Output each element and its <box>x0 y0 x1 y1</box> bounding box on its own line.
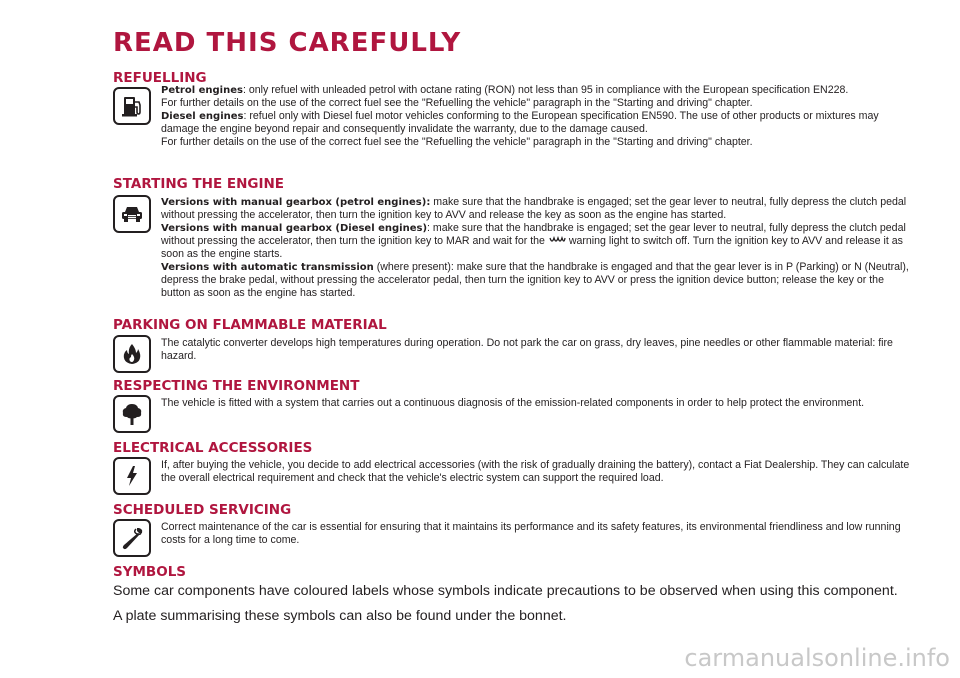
parking-text: The catalytic converter develops high temperatures during operation. Do not park the car on grass, dry leaves, pine needles or other flammable material: fire hazard. <box>161 337 893 362</box>
petrol-paragraph <box>161 84 913 97</box>
petrol-label: Petrol engines <box>161 85 243 96</box>
parking-heading: PARKING ON FLAMMABLE MATERIAL <box>113 317 387 333</box>
manual-petrol-paragraph <box>161 196 913 222</box>
electrical-body <box>161 459 913 485</box>
diesel-text: : refuel only with Diesel fuel motor vehicles conforming to the European specification EN590. The use of other products or mixtures may damage the engine beyond repair and consequently invalidate the warranty, due to the damage caused. <box>161 110 879 135</box>
starting-heading: STARTING THE ENGINE <box>113 176 285 192</box>
automatic-text: (where present): make sure that the handbrake is engaged and that the gear lever is in P (Parking) or N (Neutral), depress the brake pedal, without pressing the accelerator pedal, then turn the ignition key to AVV or press the ignition device button; release the key or the button as soon as the engine has started. <box>161 261 909 299</box>
refuelling-body <box>161 84 913 149</box>
diesel-label: Diesel engines <box>161 111 244 122</box>
lightning-icon <box>113 457 151 495</box>
manual-diesel-text-1: : make sure that the handbrake is engaged; set the gear lever to neutral, fully depress the clutch pedal without pressing the accelerator, then turn the ignition key to MAR and wait for the <box>161 222 906 247</box>
wrench-icon <box>113 519 151 557</box>
symbols-text-2: A plate summarising these symbols can also be found under the bonnet. <box>113 608 567 624</box>
symbols-text-1: Some car components have coloured labels whose symbols indicate precautions to be observed when using this component. <box>113 583 898 599</box>
starting-body <box>161 196 913 300</box>
symbols-section <box>113 564 933 625</box>
automatic-paragraph <box>161 261 913 300</box>
watermark: carmanualsonline.info <box>684 644 950 672</box>
refuelling-heading: REFUELLING <box>113 70 207 86</box>
environment-section <box>113 378 913 409</box>
starting-section <box>113 176 913 299</box>
parking-section <box>113 317 913 362</box>
manual-diesel-paragraph <box>161 222 913 261</box>
servicing-heading: SCHEDULED SERVICING <box>113 502 292 518</box>
symbols-heading: SYMBOLS <box>113 564 187 580</box>
diesel-more: For further details on the use of the correct fuel see the "Refuelling the vehicle" paragraph in the "Starting and driving" chapter. <box>161 136 753 148</box>
parking-body <box>161 337 913 363</box>
page-title: READ THIS CAREFULLY <box>113 28 462 58</box>
automatic-label: Versions with automatic transmission <box>161 262 374 273</box>
servicing-section <box>113 502 913 546</box>
servicing-text: Correct maintenance of the car is essential for ensuring that it maintains its performance and its safety features, its environmental friendliness and low running costs for a long time to come. <box>161 521 901 546</box>
fire-icon <box>113 335 151 373</box>
manual-petrol-label: Versions with manual gearbox (petrol engines): <box>161 197 431 208</box>
manual-petrol-text: make sure that the handbrake is engaged; set the gear lever to neutral, fully depress the clutch pedal without pressing the accelerator, then turn the ignition key to AVV and release the key as soon as the engine has started. <box>161 196 907 221</box>
refuelling-section <box>113 70 913 148</box>
diesel-paragraph <box>161 110 913 136</box>
electrical-text: If, after buying the vehicle, you decide to add electrical accessories (with the risk of gradually draining the battery), contact a Fiat Dealership. They can calculate the overall electrical requirement and check that the vehicle's electric system can support the required load. <box>161 459 910 484</box>
environment-text: The vehicle is fitted with a system that carries out a continuous diagnosis of the emission-related components in order to help protect the environment. <box>161 397 865 409</box>
environment-body <box>161 397 913 410</box>
fuel-pump-icon <box>113 87 151 125</box>
petrol-text: : only refuel with unleaded petrol with octane rating (RON) not less than 95 in compliance with the European specification EN228. <box>242 84 849 96</box>
glow-plug-warning-icon <box>548 236 566 246</box>
servicing-body <box>161 521 913 547</box>
car-icon <box>113 195 151 233</box>
manual-diesel-label: Versions with manual gearbox (Diesel engines) <box>161 223 428 234</box>
petrol-more: For further details on the use of the correct fuel see the "Refuelling the vehicle" paragraph in the "Starting and driving" chapter. <box>161 97 753 109</box>
environment-heading: RESPECTING THE ENVIRONMENT <box>113 378 360 394</box>
electrical-section <box>113 440 913 484</box>
tree-icon <box>113 395 151 433</box>
electrical-heading: ELECTRICAL ACCESSORIES <box>113 440 313 456</box>
manual-diesel-text-2: warning light to switch off. Turn the ignition key to AVV and release it as soon as the engine starts. <box>161 235 903 260</box>
